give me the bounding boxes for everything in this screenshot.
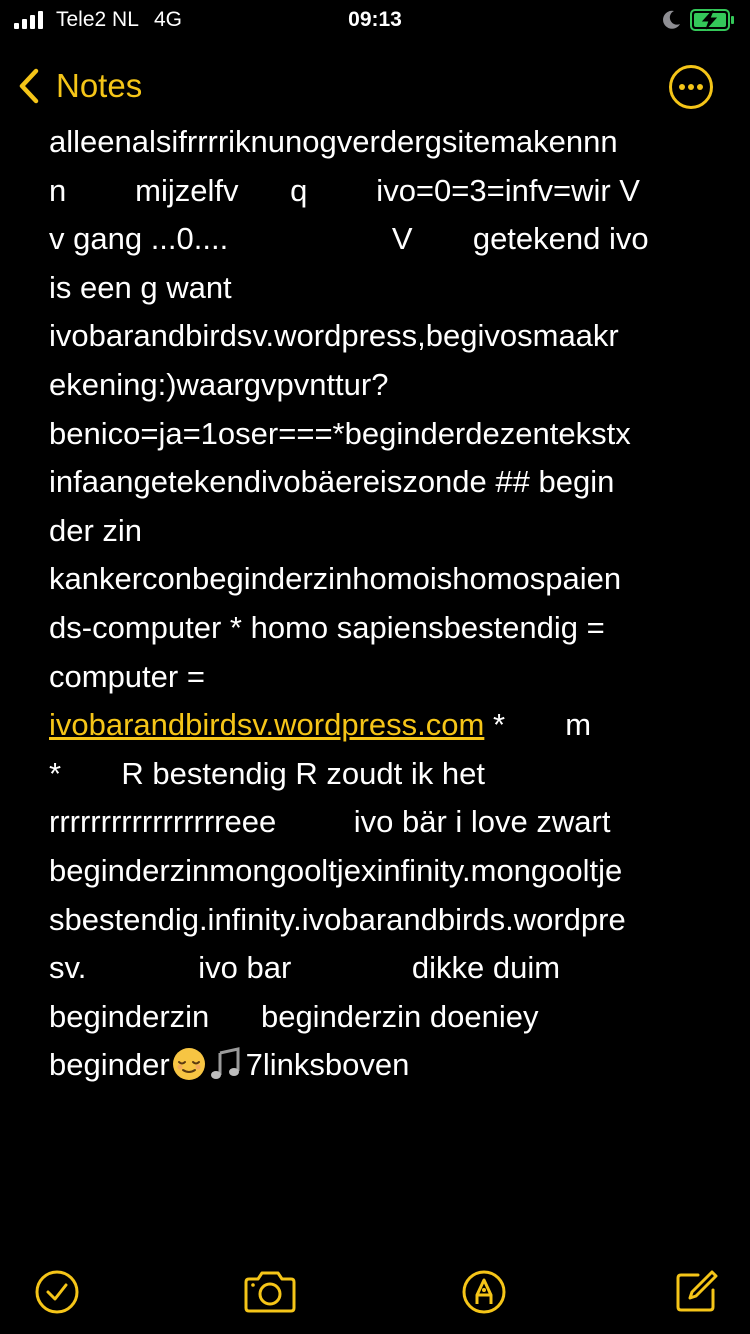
compose-icon[interactable] bbox=[672, 1268, 720, 1316]
note-line: benico=ja=1oser===*beginderdezentekstx bbox=[49, 415, 631, 451]
note-link[interactable]: ivobarandbirdsv.wordpress.com bbox=[49, 707, 485, 743]
note-line: sbestendig.infinity.ivobarandbirds.wordpre bbox=[49, 901, 626, 937]
note-line: ds-computer * homo sapiensbestendig = bbox=[49, 609, 605, 645]
note-line: beginderzin beginderzin doeniey bbox=[49, 998, 539, 1034]
note-line: ekening:)waargvpvnttur? bbox=[49, 366, 389, 402]
note-line: der zin bbox=[49, 512, 143, 548]
chevron-left-icon bbox=[14, 66, 44, 106]
note-body[interactable] bbox=[49, 118, 709, 1090]
note-line: n mijzelfv q ivo=0=3=infv=wir V bbox=[49, 172, 640, 208]
note-line: * R bestendig R zoudt ik het bbox=[49, 755, 485, 791]
note-line: v gang ...0.... V getekend ivo bbox=[49, 221, 649, 257]
musical-notes-emoji bbox=[208, 1047, 246, 1081]
bottom-toolbar bbox=[0, 1262, 750, 1322]
back-label: Notes bbox=[56, 67, 143, 104]
network-type: 4G bbox=[153, 8, 182, 31]
note-line: beginderzinmongooltjexinfinity.mongooltje bbox=[49, 852, 623, 888]
status-time: 09:13 bbox=[348, 8, 402, 31]
camera-icon[interactable] bbox=[242, 1268, 298, 1316]
note-line: is een g want bbox=[49, 269, 232, 305]
note-line: alleenalsifrrrriknunogverdergsitemakennn bbox=[49, 124, 618, 159]
back-button[interactable] bbox=[14, 64, 142, 108]
note-line-with-link bbox=[49, 701, 709, 750]
note-last-line bbox=[49, 1041, 709, 1090]
note-line: computer = bbox=[49, 658, 205, 694]
note-line: rrrrrrrrrrrrrrrrreee ivo bär i love zwart bbox=[49, 804, 611, 840]
note-line: kankerconbeginderzinhomoishomospaien bbox=[49, 561, 622, 597]
note-line: sv. ivo bar dikke duim bbox=[49, 950, 561, 986]
note-last-prefix: beginder bbox=[49, 1047, 170, 1083]
note-line-tail: * m bbox=[484, 707, 592, 743]
note-line: ivobarandbirdsv.wordpress,begivosmaakr bbox=[49, 318, 619, 354]
note-last-suffix: 7linksboven bbox=[245, 1047, 410, 1083]
carrier-name: Tele2 NL bbox=[56, 8, 139, 31]
relieved-face-emoji bbox=[170, 1047, 208, 1081]
checklist-icon[interactable] bbox=[33, 1268, 81, 1316]
markup-pen-icon[interactable] bbox=[460, 1268, 508, 1316]
more-icon[interactable] bbox=[668, 64, 714, 110]
note-line: infaangetekendivobäereiszonde ## begin bbox=[49, 464, 615, 500]
navigation-bar bbox=[0, 60, 750, 112]
